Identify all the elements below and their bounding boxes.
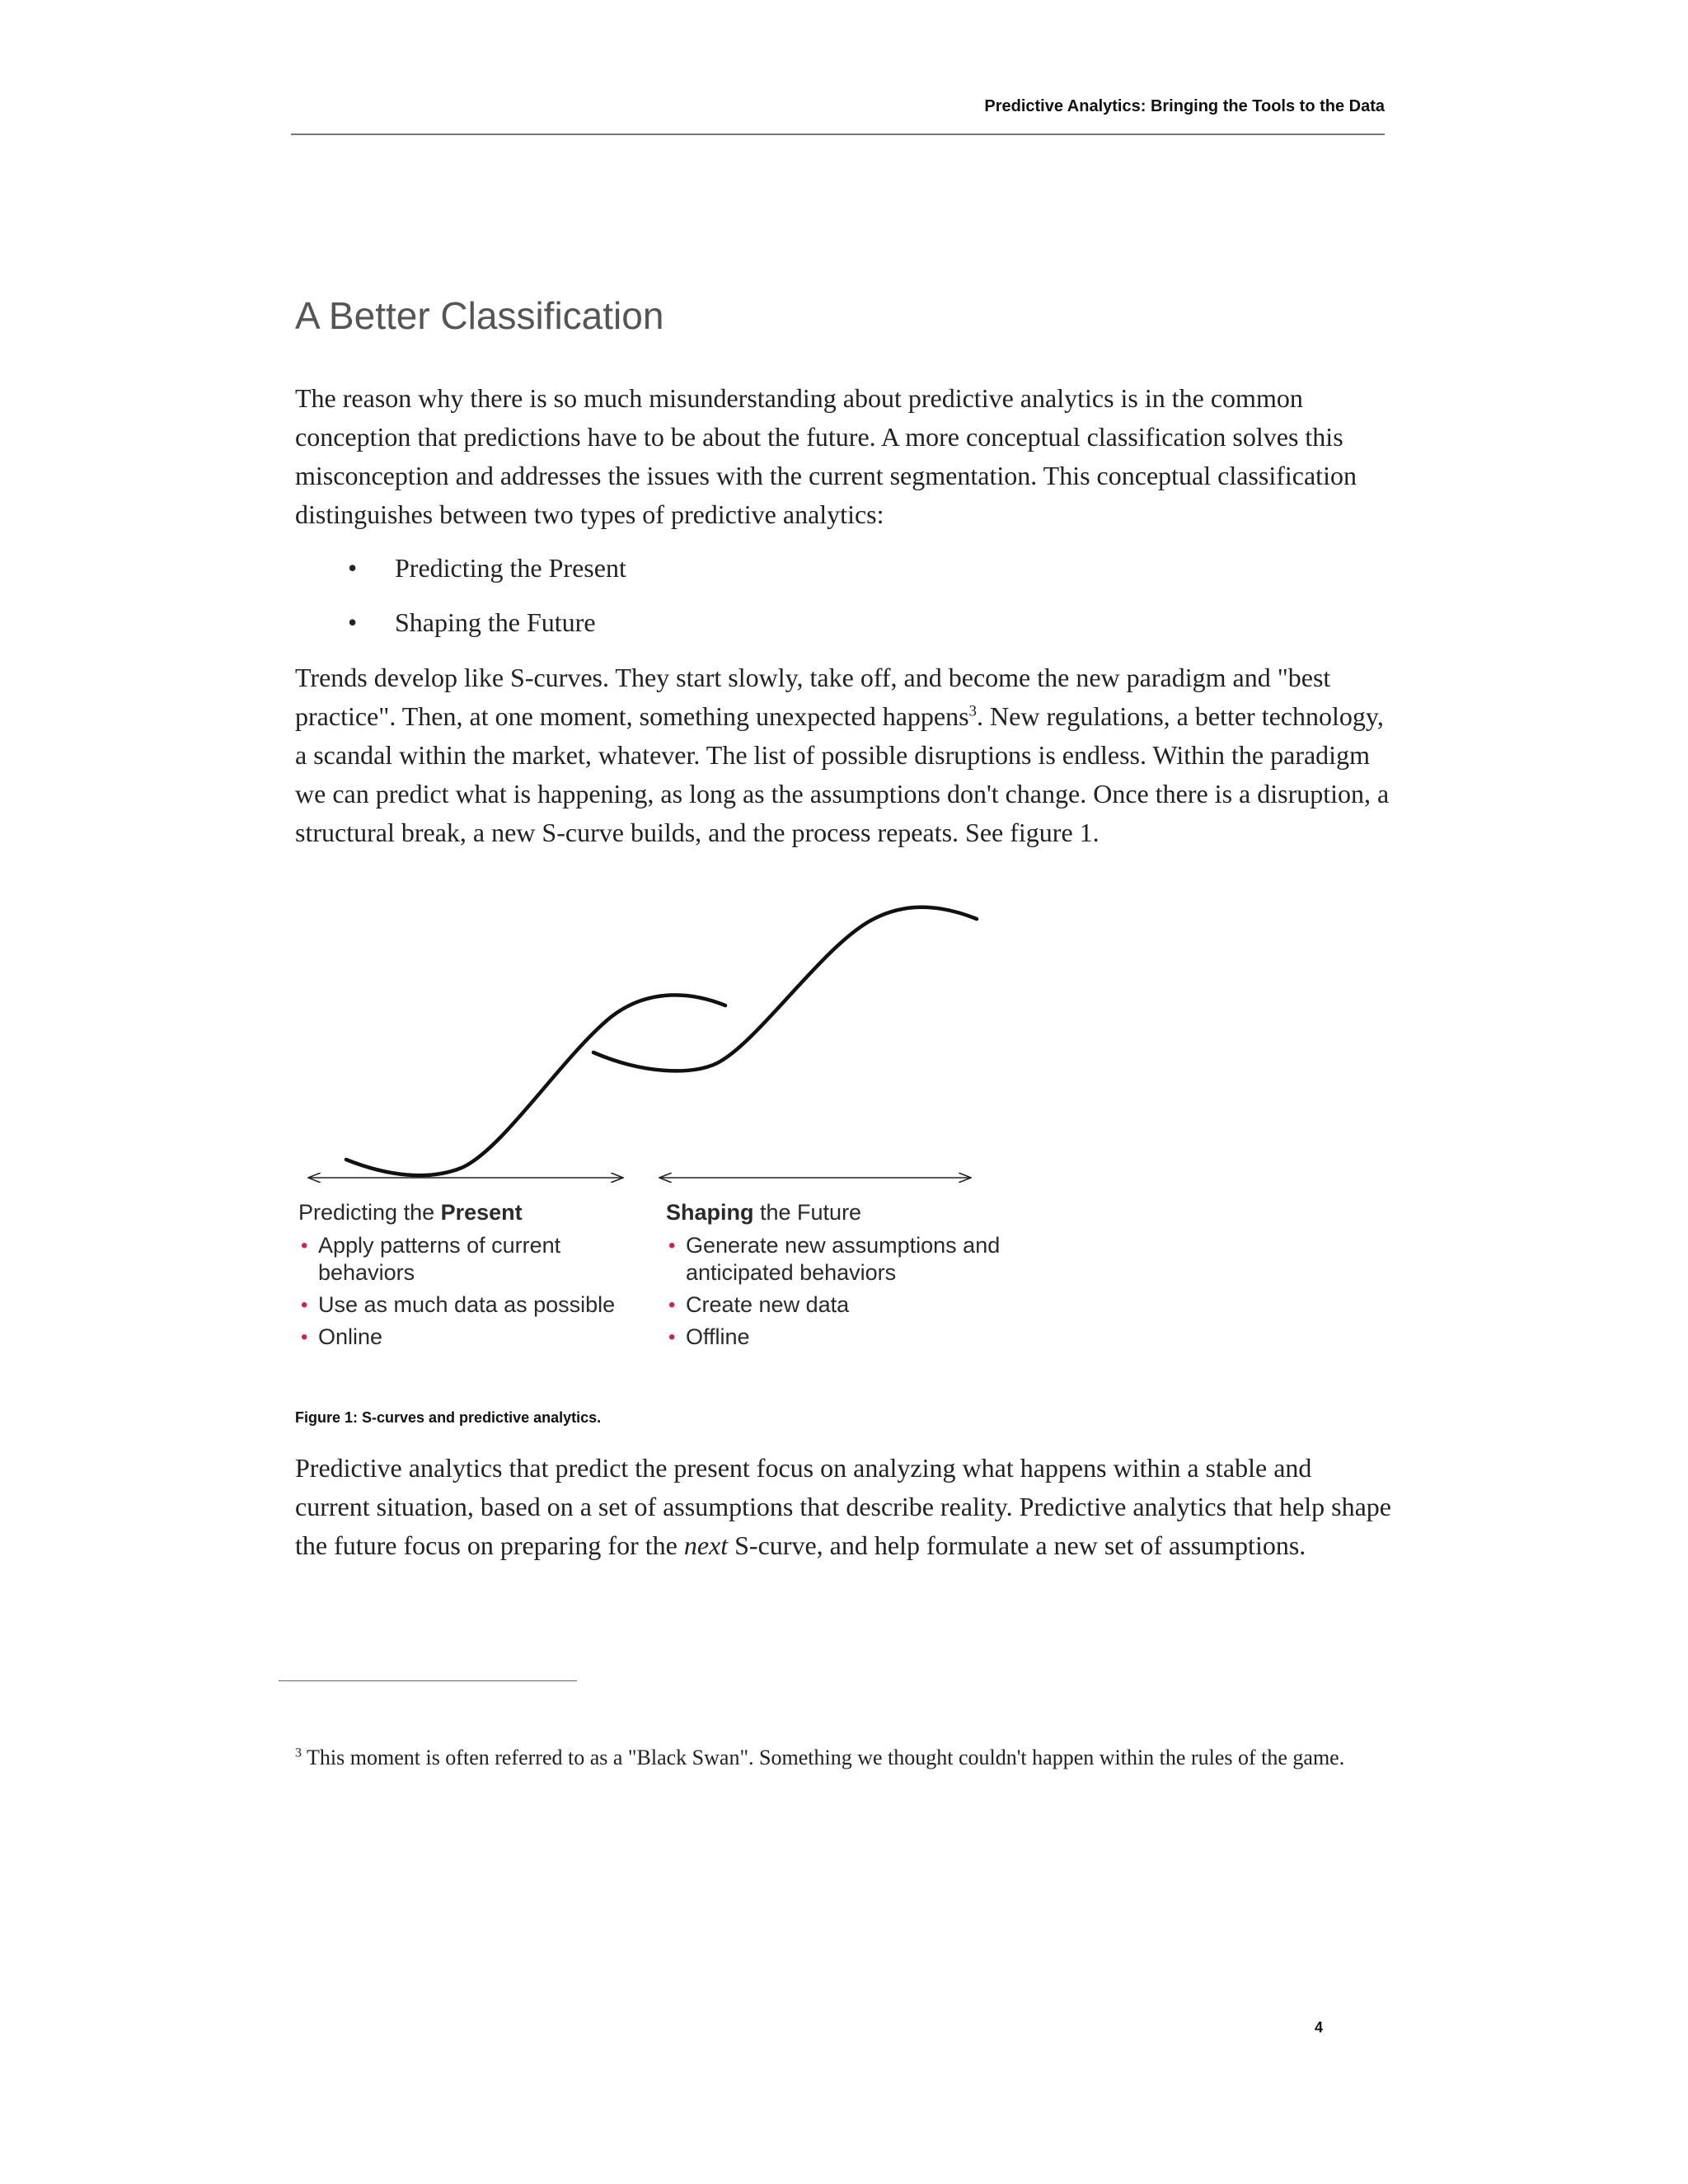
page-number: 4 xyxy=(1314,2019,1323,2036)
list-item-text: Use as much data as possible xyxy=(318,1292,616,1317)
heading-text: the Future xyxy=(753,1200,862,1225)
footnote-reference[interactable]: 3 xyxy=(968,702,978,720)
predicting-present-column xyxy=(298,1200,653,1356)
list-item-text: Generate new assumptions and anticipated behaviors xyxy=(686,1233,1001,1285)
shaping-future-column xyxy=(666,1200,1029,1356)
list-item xyxy=(298,1232,653,1286)
s-curve-text-continued: . New regulations, a better technology, a scandal within the market, whatever. The list of possible disruptions is endless. Within the paradigm we can predict what is happening, as long as the assumptions don't change. Once there is a disruption, a structural break, a new S-curve builds, and the process repeats. See figure 1. xyxy=(295,701,1390,847)
list-item xyxy=(666,1291,1029,1319)
list-item-text: Predicting the Present xyxy=(395,553,626,583)
shaping-future-list xyxy=(666,1232,1029,1351)
bullet-icon: • xyxy=(301,1326,308,1348)
s-curve-figure xyxy=(297,894,1039,1413)
list-item xyxy=(295,549,626,603)
s-curve-paragraph xyxy=(295,658,1391,852)
list-item-text: Apply patterns of current behaviors xyxy=(318,1233,561,1285)
s-curve-illustration xyxy=(297,894,1039,1216)
section-heading: A Better Classification xyxy=(295,294,664,337)
list-item xyxy=(298,1324,653,1351)
bullet-icon: • xyxy=(668,1294,676,1316)
bullet-icon: • xyxy=(301,1294,308,1316)
conclusion-paragraph xyxy=(295,1449,1391,1565)
intro-paragraph: The reason why there is so much misunderstanding about predictive analytics is in the common conception that predictions have to be about the future. A more conceptual classification solves this misconception and addresses the issues with the current segmentation. This conceptual classification distinguishes between two types of predictive analytics: xyxy=(295,383,1357,529)
footnote-separator xyxy=(279,1680,577,1681)
first-s-curve xyxy=(346,995,725,1175)
predicting-present-list xyxy=(298,1232,653,1351)
heading-emphasis: Shaping xyxy=(666,1200,754,1225)
footnote xyxy=(295,1743,1387,1772)
bullet-marker: • xyxy=(348,553,358,583)
bullet-marker: • xyxy=(348,607,358,637)
shaping-future-heading xyxy=(666,1200,1029,1225)
conclusion-text: Predictive analytics that predict the present focus on analyzing what happens within a stable and current situation, based on a set of assumptions that describe reality. Predictive analytics that help shape the future focus on preparing for the xyxy=(295,1453,1391,1560)
classification-list xyxy=(295,549,626,658)
list-item-text: Offline xyxy=(686,1324,750,1349)
running-header: Predictive Analytics: Bringing the Tools to the Data xyxy=(984,97,1385,115)
predicting-present-heading xyxy=(298,1200,653,1225)
list-item-text: Create new data xyxy=(686,1292,850,1317)
list-item-text: Online xyxy=(318,1324,383,1349)
footnote-number: 3 xyxy=(295,1746,302,1760)
list-item xyxy=(295,603,626,658)
emphasis-next: next xyxy=(683,1530,729,1560)
list-item xyxy=(666,1232,1029,1286)
bullet-icon: • xyxy=(301,1235,308,1257)
footnote-text: This moment is often referred to as a "Black Swan". Something we thought couldn't happen within the rules of the game. xyxy=(302,1746,1345,1769)
list-item xyxy=(666,1324,1029,1351)
second-s-curve xyxy=(593,907,977,1071)
heading-text: Predicting the xyxy=(298,1200,441,1225)
header-rule xyxy=(291,134,1385,135)
list-item-text: Shaping the Future xyxy=(395,607,596,637)
s-curve-text: Trends develop like S-curves. They start slowly, take off, and become the new paradigm and "best practice". Then, at one moment, something unexpected happens xyxy=(295,663,1331,731)
heading-emphasis: Present xyxy=(440,1200,523,1225)
bullet-icon: • xyxy=(668,1235,676,1257)
figure-caption: Figure 1: S-curves and predictive analytics. xyxy=(295,1409,602,1426)
conclusion-text-continued: S-curve, and help formulate a new set of assumptions. xyxy=(728,1530,1306,1560)
list-item xyxy=(298,1291,653,1319)
bullet-icon: • xyxy=(668,1326,676,1348)
